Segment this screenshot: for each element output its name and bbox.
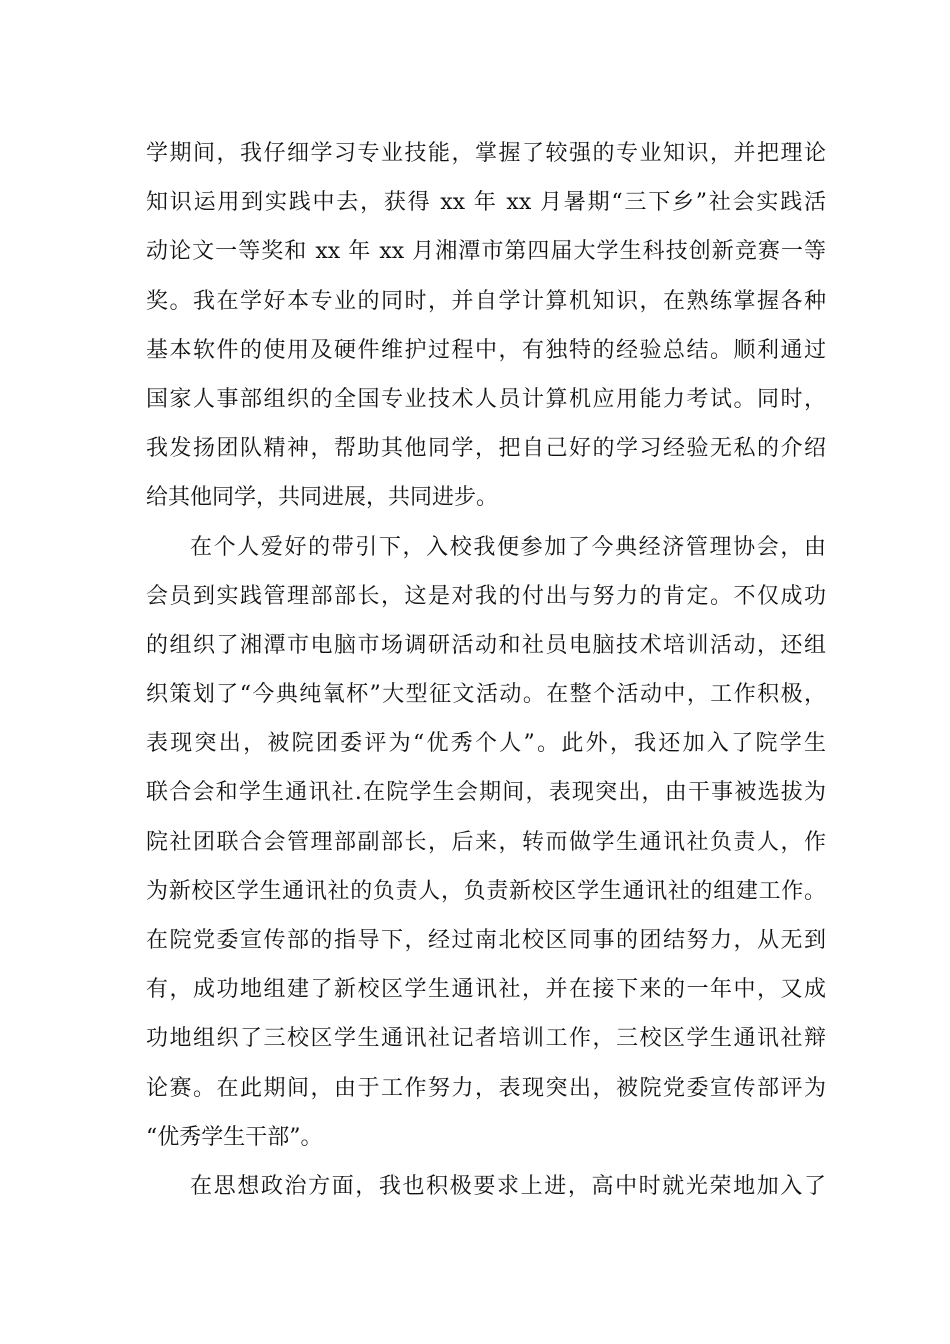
text-line: 在院党委宣传部的指导下，经过南北校区同事的团结努力，从无到 (146, 928, 826, 953)
text-line: 表现突出，被院团委评为“优秀个人”。此外，我还加入了院学生 (146, 731, 826, 757)
text-line: 院社团联合会管理部副部长，后来，转而做学生通讯社负责人，作 (146, 829, 826, 855)
text-line: 我发扬团队精神，帮助其他同学，把自己好的学习经验无私的介绍 (146, 436, 826, 462)
paragraph-first-line: 在思想政治方面，我也积极要求上进，高中时就光荣地加入了 (190, 1173, 826, 1199)
text-line: 给其他同学，共同进展，共同进步。 (146, 485, 499, 511)
text-line: 国家人事部组织的全国专业技术人员计算机应用能力考试。同时， (146, 386, 826, 412)
text-line: 有，成功地组建了新校区学生通讯社，并在接下来的一年中，又成 (146, 977, 826, 1003)
text-line: 知识运用到实践中去，获得 xx 年 xx 月暑期“三下乡”社会实践活 (146, 190, 826, 216)
text-line: 为新校区学生通讯社的负责人，负责新校区学生通讯社的组建工作。 (146, 878, 826, 904)
document-body (146, 129, 826, 1211)
text-line: 论赛。在此期间，由于工作努力，表现突出，被院党委宣传部评为 (146, 1075, 826, 1101)
paragraph-first-line: 在个人爱好的带引下，入校我便参加了今典经济管理协会，由 (190, 534, 826, 560)
text-line: 会员到实践管理部部长，这是对我的付出与努力的肯定。不仅成功 (146, 583, 826, 609)
text-line: “优秀学生干部”。 (146, 1124, 323, 1150)
text-line: 奖。我在学好本专业的同时，并自学计算机知识，在熟练掌握各种 (146, 288, 826, 314)
text-line: 动论文一等奖和 xx 年 xx 月湘潭市第四届大学生科技创新竞赛一等 (146, 239, 826, 265)
text-line: 的组织了湘潭市电脑市场调研活动和社员电脑技术培训活动，还组 (146, 632, 826, 658)
text-line: 织策划了“今典纯氧杯”大型征文活动。在整个活动中，工作积极， (146, 682, 826, 708)
text-line: 功地组织了三校区学生通讯社记者培训工作，三校区学生通讯社辩 (146, 1026, 826, 1052)
text-line: 联合会和学生通讯社.在院学生会期间，表现突出，由干事被选拔为 (146, 780, 826, 806)
text-line: 基本软件的使用及硬件维护过程中，有独特的经验总结。顺利通过 (146, 337, 826, 363)
text-line: 学期间，我仔细学习专业技能，掌握了较强的专业知识，并把理论 (146, 141, 826, 166)
